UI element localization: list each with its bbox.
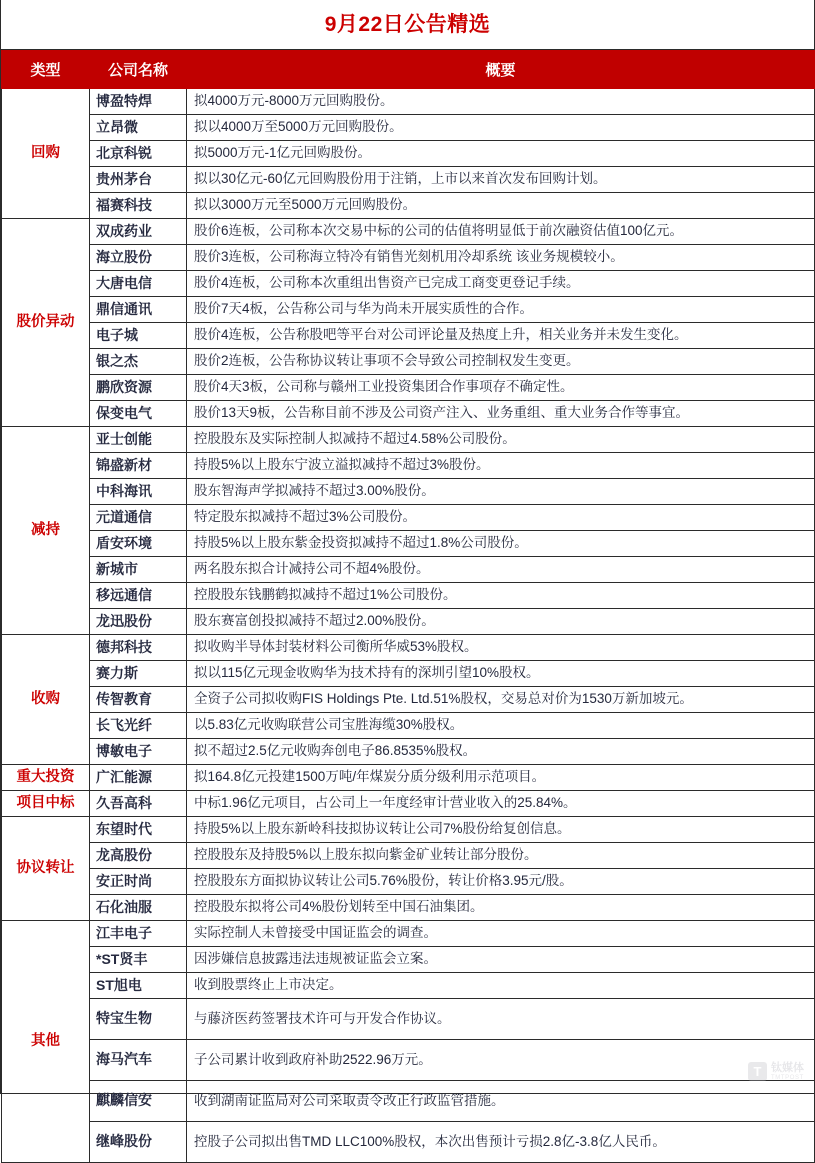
table-row <box>2 297 815 323</box>
company-name: 银之杰 <box>90 349 187 375</box>
table-row <box>2 167 815 193</box>
table-row <box>2 115 815 141</box>
table-row <box>2 427 815 453</box>
table-row <box>2 583 815 609</box>
company-name: 海马汽车 <box>90 1040 187 1081</box>
announcements-table <box>1 50 815 1163</box>
table-body <box>2 89 815 1163</box>
company-name: 立昂微 <box>90 115 187 141</box>
announcement-summary: 控股股东及持股5%以上股东拟向紫金矿业转让部分股份。 <box>187 843 815 869</box>
row-type-label: 回购 <box>2 89 90 219</box>
page-title-band <box>1 0 814 50</box>
table-row <box>2 791 815 817</box>
announcement-summary: 股价13天9板，公告称目前不涉及公司资产注入、业务重组、重大业务合作等事宜。 <box>187 401 815 427</box>
table-row <box>2 505 815 531</box>
company-name: 亚士创能 <box>90 427 187 453</box>
announcement-summary: 拟收购半导体封装材料公司衡所华威53%股权。 <box>187 635 815 661</box>
company-name: 特宝生物 <box>90 999 187 1040</box>
announcement-summary: 拟4000万元-8000万元回购股份。 <box>187 89 815 115</box>
company-name: 德邦科技 <box>90 635 187 661</box>
table-row <box>2 1081 815 1122</box>
company-name: 鹏欣资源 <box>90 375 187 401</box>
announcement-summary: 股价3连板，公司称海立特冷有销售光刻机用冷却系统 该业务规模较小。 <box>187 245 815 271</box>
announcement-summary: 中标1.96亿元项目，占公司上一年度经审计营业收入的25.84%。 <box>187 791 815 817</box>
company-name: 中科海讯 <box>90 479 187 505</box>
table-row <box>2 531 815 557</box>
announcement-summary: 与藤济医药签署技术许可与开发合作协议。 <box>187 999 815 1040</box>
column-header-company: 公司名称 <box>90 51 187 89</box>
company-name: 长飞光纤 <box>90 713 187 739</box>
company-name: 江丰电子 <box>90 921 187 947</box>
company-name: 福赛科技 <box>90 193 187 219</box>
watermark-name-en: TMTPOST <box>771 1074 804 1081</box>
company-name: 北京科锐 <box>90 141 187 167</box>
company-name: 海立股份 <box>90 245 187 271</box>
company-name: *ST贤丰 <box>90 947 187 973</box>
announcement-summary: 股价7天4板，公告称公司与华为尚未开展实质性的合作。 <box>187 297 815 323</box>
table-row <box>2 895 815 921</box>
table-row <box>2 1040 815 1081</box>
page-title: 9月22日公告精选 <box>324 13 491 36</box>
table-row <box>2 557 815 583</box>
announcement-summary: 持股5%以上股东宁波立溢拟减持不超过3%股份。 <box>187 453 815 479</box>
announcement-summary: 拟以3000万元至5000万元回购股份。 <box>187 193 815 219</box>
table-header <box>2 51 815 89</box>
company-name: 继峰股份 <box>90 1122 187 1163</box>
table-row <box>2 349 815 375</box>
table-row <box>2 1122 815 1163</box>
announcement-summary: 持股5%以上股东新岭科技拟协议转让公司7%股份给复创信息。 <box>187 817 815 843</box>
company-name: 麒麟信安 <box>90 1081 187 1122</box>
row-type-label: 项目中标 <box>2 791 90 817</box>
table-row <box>2 609 815 635</box>
company-name: 广汇能源 <box>90 765 187 791</box>
table-row <box>2 817 815 843</box>
announcement-summary: 股价6连板，公司称本次交易中标的公司的估值将明显低于前次融资估值100亿元。 <box>187 219 815 245</box>
announcement-summary: 拟164.8亿元投建1500万吨/年煤炭分质分级利用示范项目。 <box>187 765 815 791</box>
table-row <box>2 323 815 349</box>
company-name: 移远通信 <box>90 583 187 609</box>
company-name: 新城市 <box>90 557 187 583</box>
company-name: 双成药业 <box>90 219 187 245</box>
table-row <box>2 375 815 401</box>
company-name: 赛力斯 <box>90 661 187 687</box>
company-name: 贵州茅台 <box>90 167 187 193</box>
company-name: 大唐电信 <box>90 271 187 297</box>
row-type-label: 协议转让 <box>2 817 90 921</box>
company-name: 盾安环境 <box>90 531 187 557</box>
watermark-name-cn: 钛媒体 <box>771 1061 804 1074</box>
announcement-summary: 控股股东钱鹏鹤拟减持不超过1%公司股份。 <box>187 583 815 609</box>
company-name: 传智教育 <box>90 687 187 713</box>
table-row <box>2 869 815 895</box>
company-name: 龙高股份 <box>90 843 187 869</box>
announcement-summary: 股东赛富创投拟减持不超过2.00%股份。 <box>187 609 815 635</box>
announcement-summary: 全资子公司拟收购FIS Holdings Pte. Ltd.51%股权，交易总对价为1530万新加坡元。 <box>187 687 815 713</box>
table-row <box>2 687 815 713</box>
announcement-summary: 拟5000万元-1亿元回购股份。 <box>187 141 815 167</box>
announcement-summary: 拟不超过2.5亿元收购奔创电子86.8535%股权。 <box>187 739 815 765</box>
table-row <box>2 219 815 245</box>
company-name: 石化油服 <box>90 895 187 921</box>
company-name: 鼎信通讯 <box>90 297 187 323</box>
table-row <box>2 245 815 271</box>
table-row <box>2 479 815 505</box>
company-name: 安正时尚 <box>90 869 187 895</box>
table-row <box>2 193 815 219</box>
table-row <box>2 921 815 947</box>
table-row <box>2 973 815 999</box>
table-row <box>2 401 815 427</box>
table-row <box>2 843 815 869</box>
row-type-label: 其他 <box>2 921 90 1163</box>
column-header-summary: 概要 <box>187 51 815 89</box>
announcement-summary: 控股股东拟将公司4%股份划转至中国石油集团。 <box>187 895 815 921</box>
announcement-summary: 股价4连板，公司称本次重组出售资产已完成工商变更登记手续。 <box>187 271 815 297</box>
table-row <box>2 765 815 791</box>
table-row <box>2 141 815 167</box>
announcement-summary: 实际控制人未曾接受中国证监会的调查。 <box>187 921 815 947</box>
table-row <box>2 89 815 115</box>
announcement-summary: 两名股东拟合计减持公司不超4%股份。 <box>187 557 815 583</box>
announcement-summary: 股价4天3板，公司称与赣州工业投资集团合作事项存不确定性。 <box>187 375 815 401</box>
announcement-summary: 控股子公司拟出售TMD LLC100%股权，本次出售预计亏损2.8亿-3.8亿人民币。 <box>187 1122 815 1163</box>
row-type-label: 重大投资 <box>2 765 90 791</box>
company-name: 电子城 <box>90 323 187 349</box>
announcement-summary: 股价4连板，公告称股吧等平台对公司评论量及热度上升，相关业务并未发生变化。 <box>187 323 815 349</box>
table-row <box>2 635 815 661</box>
announcement-summary: 控股股东及实际控制人拟减持不超过4.58%公司股份。 <box>187 427 815 453</box>
row-type-label: 收购 <box>2 635 90 765</box>
table-row <box>2 947 815 973</box>
announcement-summary: 子公司累计收到政府补助2522.96万元。 <box>187 1040 815 1081</box>
announcement-summary: 收到股票终止上市决定。 <box>187 973 815 999</box>
company-name: 久吾高科 <box>90 791 187 817</box>
announcement-summary: 股东智海声学拟减持不超过3.00%股份。 <box>187 479 815 505</box>
table-row <box>2 999 815 1040</box>
watermark-logo-icon: T <box>748 1062 767 1081</box>
announcement-summary: 持股5%以上股东紫金投资拟减持不超过1.8%公司股份。 <box>187 531 815 557</box>
announcement-summary: 拟以30亿元-60亿元回购股份用于注销，上市以来首次发布回购计划。 <box>187 167 815 193</box>
table-header-row <box>2 51 815 89</box>
table-row <box>2 453 815 479</box>
table-row <box>2 739 815 765</box>
table-row <box>2 661 815 687</box>
company-name: 博敏电子 <box>90 739 187 765</box>
company-name: ST旭电 <box>90 973 187 999</box>
row-type-label: 股价异动 <box>2 219 90 427</box>
announcement-summary: 收到湖南证监局对公司采取责令改正行政监管措施。 <box>187 1081 815 1122</box>
announcement-summary: 特定股东拟减持不超过3%公司股份。 <box>187 505 815 531</box>
row-type-label: 减持 <box>2 427 90 635</box>
company-name: 龙迅股份 <box>90 609 187 635</box>
table-row <box>2 271 815 297</box>
announcement-summary: 以5.83亿元收购联营公司宝胜海缆30%股权。 <box>187 713 815 739</box>
announcement-summary: 因涉嫌信息披露违法违规被证监会立案。 <box>187 947 815 973</box>
announcement-summary: 拟以4000万至5000万元回购股份。 <box>187 115 815 141</box>
announcement-summary: 拟以115亿元现金收购华为技术持有的深圳引望10%股权。 <box>187 661 815 687</box>
column-header-type: 类型 <box>2 51 90 89</box>
announcement-summary: 股价2连板，公告称协议转让事项不会导致公司控制权发生变更。 <box>187 349 815 375</box>
company-name: 元道通信 <box>90 505 187 531</box>
table-row <box>2 713 815 739</box>
company-name: 博盈特焊 <box>90 89 187 115</box>
company-name: 保变电气 <box>90 401 187 427</box>
company-name: 东望时代 <box>90 817 187 843</box>
announcement-summary: 控股股东方面拟协议转让公司5.76%股份，转让价格3.95元/股。 <box>187 869 815 895</box>
company-name: 锦盛新材 <box>90 453 187 479</box>
